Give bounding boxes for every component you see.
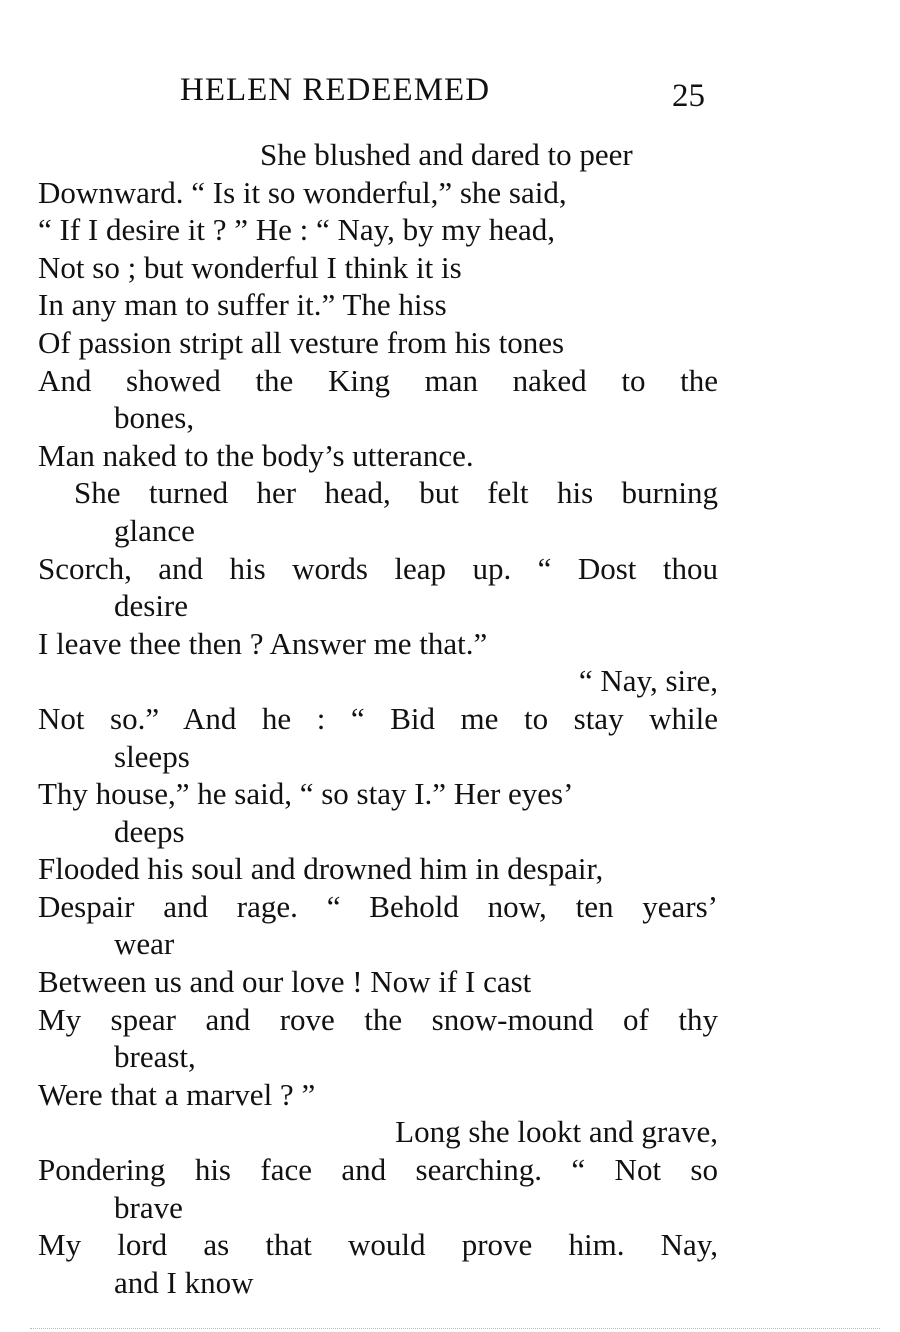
running-title: HELEN REDEEMED [180, 72, 491, 108]
poem-line: “ Nay, sire, [578, 663, 718, 699]
poem-line-continuation: wear [114, 926, 175, 962]
page-number: 25 [672, 78, 705, 114]
poem-line: She blushed and dared to peer [260, 137, 633, 172]
poem-line: Pondering his face and searching. “ Not so [38, 1152, 718, 1188]
poem-line-continuation: glance [114, 512, 195, 548]
poem-line: I leave thee then ? Answer me that.” [38, 625, 488, 661]
poem-line: Thy house,” he said, “ so stay I.” Her eyes’ [38, 776, 574, 812]
poem-line-continuation: breast, [114, 1039, 196, 1075]
poem-line-continuation: deeps [114, 813, 185, 849]
page-bottom-edge [30, 1328, 880, 1330]
poem-line: Between us and our love ! Now if I cast [38, 964, 532, 1000]
poem-line-continuation: sleeps [114, 738, 190, 774]
poem-line: Despair and rage. “ Behold now, ten years’ [38, 888, 718, 924]
poem-line: Man naked to the body’s utterance. [38, 437, 474, 473]
poem-line: Flooded his soul and drowned him in despair, [38, 851, 604, 887]
poem-line-continuation: bones, [114, 400, 195, 436]
poem-text [38, 136, 718, 1301]
poem-line: “ If I desire it ? ” He : “ Nay, by my head, [38, 212, 556, 248]
poem-line: In any man to suffer it.” The hiss [38, 287, 447, 323]
poem-line: Not so ; but wonderful I think it is [38, 249, 462, 285]
poem-line: Of passion stript all vesture from his tones [38, 324, 565, 360]
poem-line: Long she lookt and grave, [395, 1114, 718, 1150]
poem-line: Not so.” And he : “ Bid me to stay while [38, 700, 718, 736]
poem-line: Scorch, and his words leap up. “ Dost thou [38, 550, 718, 586]
poem-line-continuation: and I know [114, 1264, 254, 1300]
poem-line: She turned her head, but felt his burning [74, 475, 718, 511]
poem-line: My spear and rove the snow-mound of thy [38, 1001, 718, 1037]
running-header [0, 72, 900, 112]
poem-line: My lord as that would prove him. Nay, [38, 1227, 718, 1263]
poem-line: Downward. “ Is it so wonderful,” she said, [38, 174, 567, 210]
poem-line-continuation: desire [114, 588, 189, 624]
poem-line: And showed the King man naked to the [38, 362, 718, 398]
poem-line: Were that a marvel ? ” [38, 1076, 316, 1112]
poem-line-continuation: brave [114, 1189, 183, 1225]
